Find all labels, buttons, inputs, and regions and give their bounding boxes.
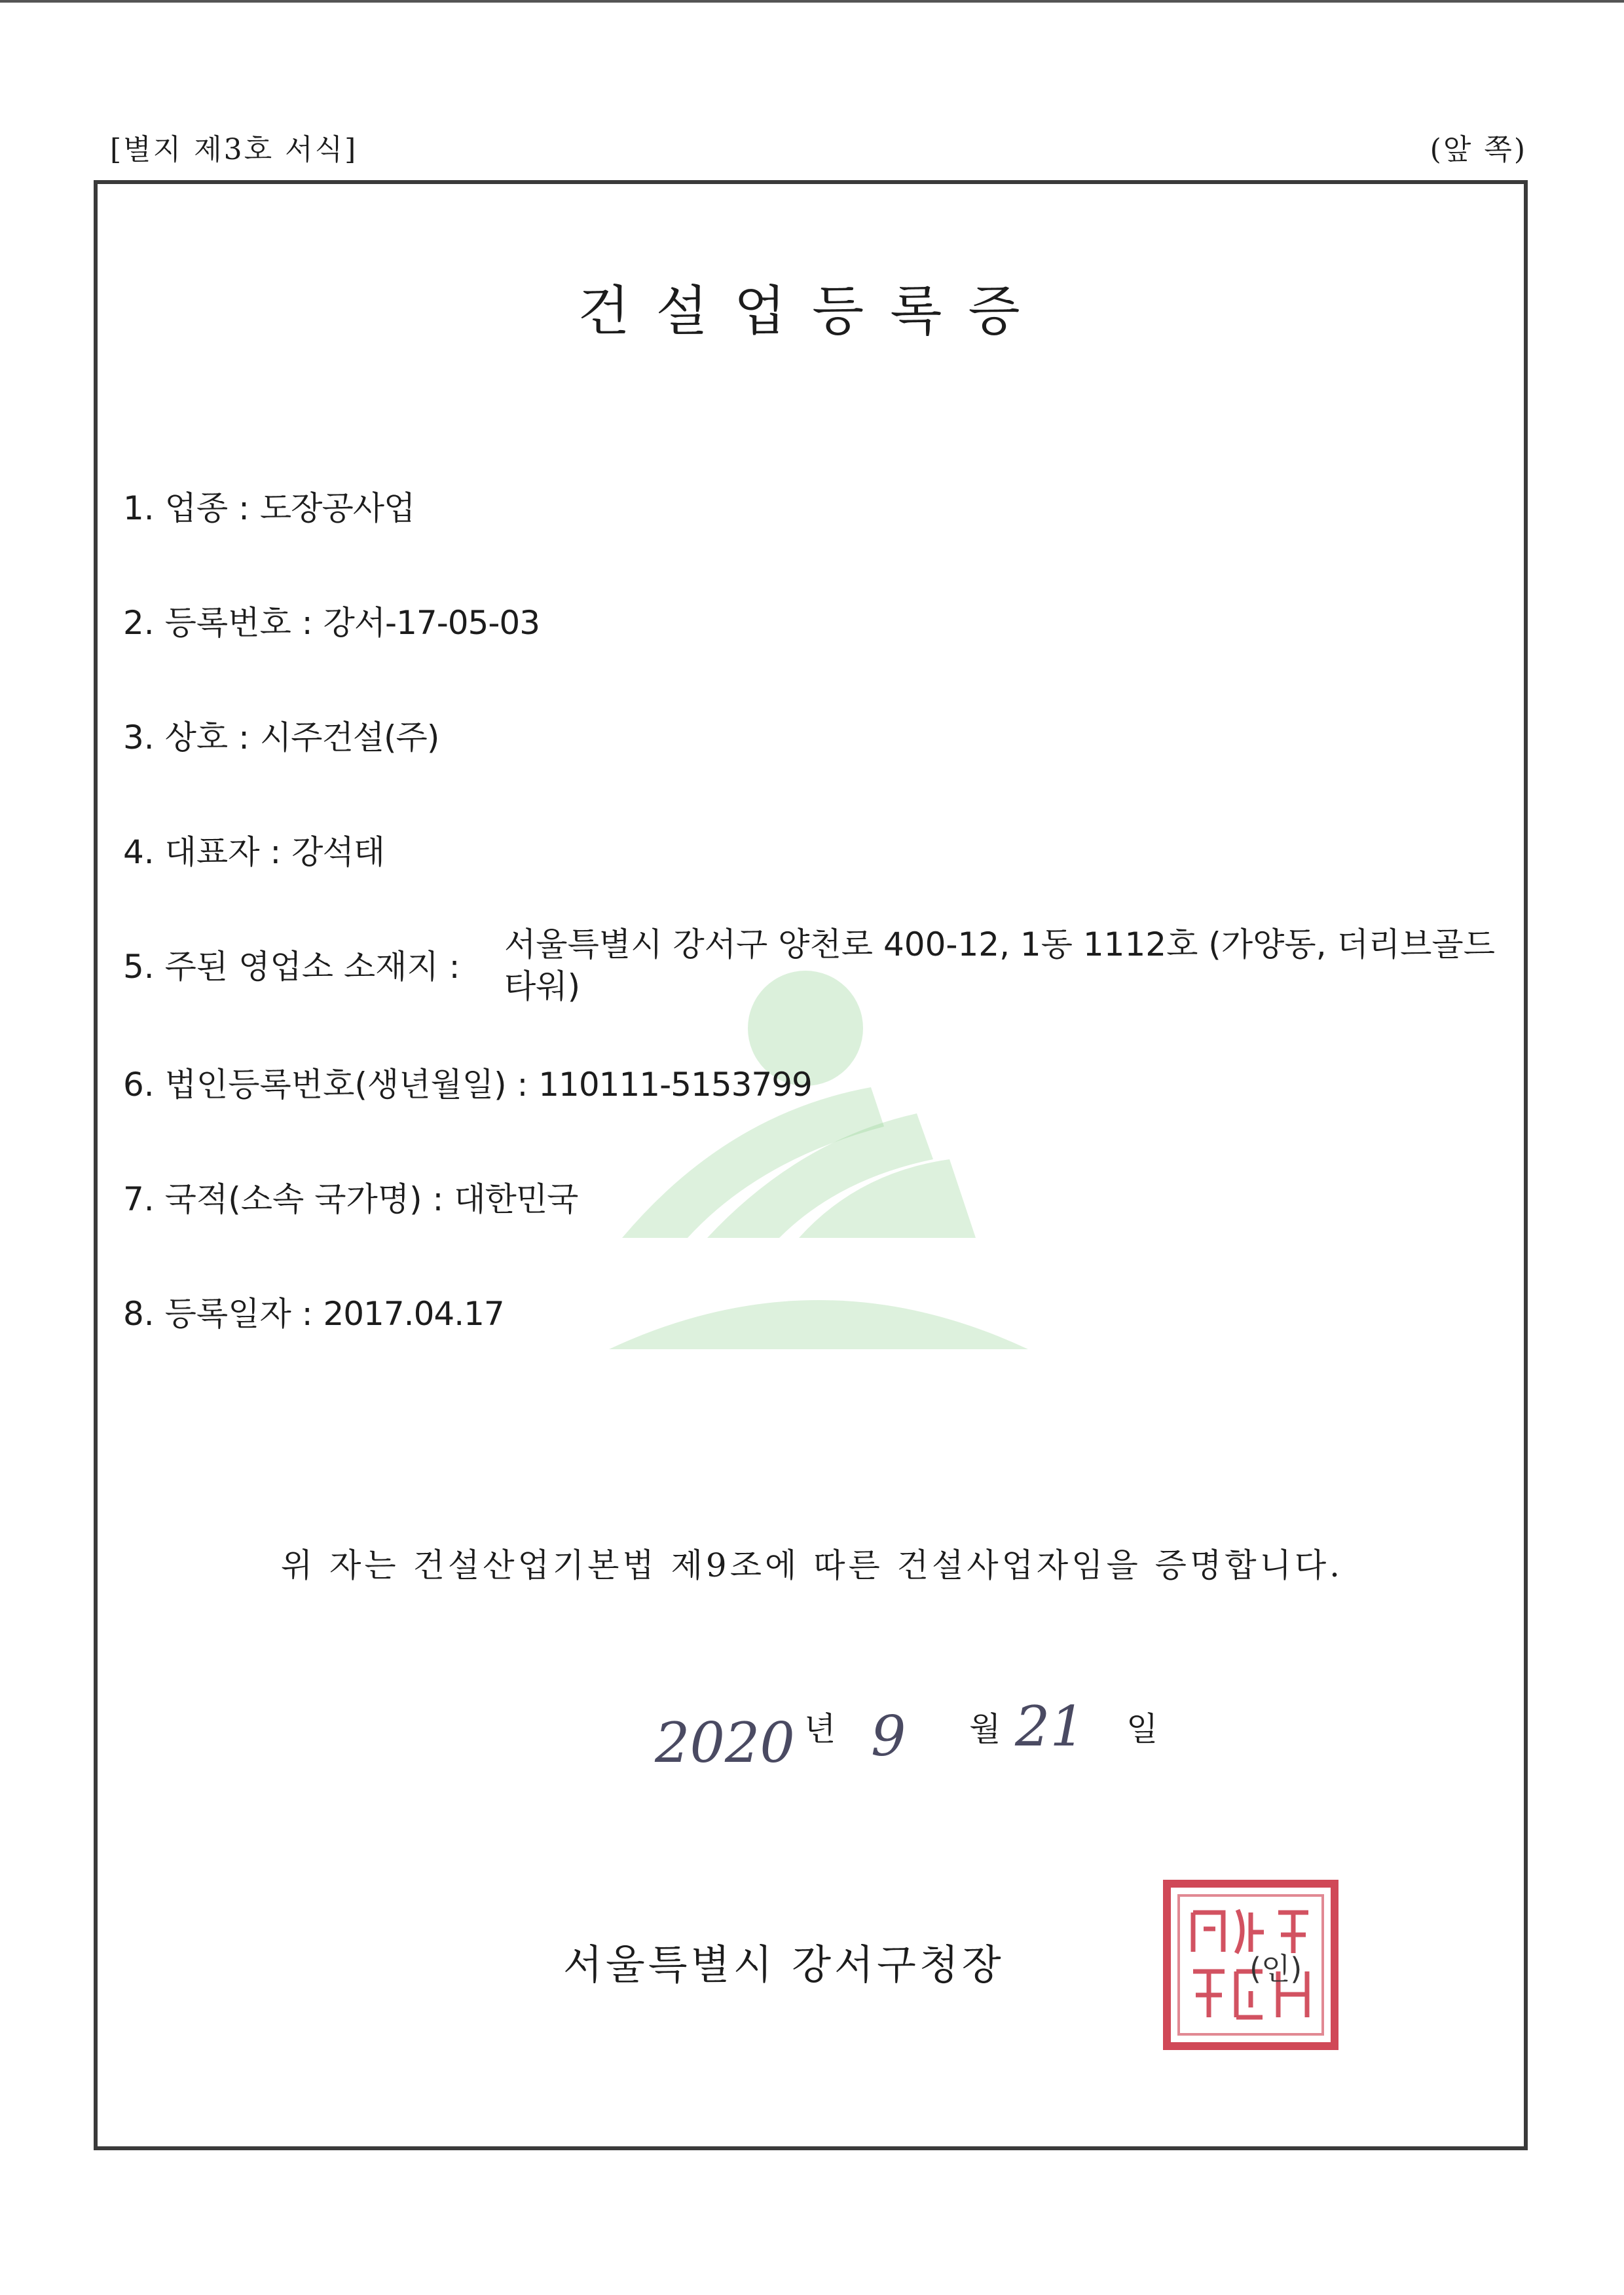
field-value: 110111-5153799 [538,1066,812,1104]
field-label: 6. 법인등록번호(생년월일) : [123,1066,539,1104]
issuer-name: 서울특별시 강서구청장 [563,1941,1005,1988]
field-representative [123,832,384,872]
year-unit: 년 [804,1710,836,1748]
field-value: 도장공사업 [259,489,415,527]
form-label: [별지 제3호 서식] [110,133,358,166]
handwritten-year: 2020 [655,1711,795,1775]
field-value: 강서-17-05-03 [323,604,540,642]
month-unit: 월 [969,1710,1001,1748]
watermark-emblem [609,963,1028,1349]
field-value: 대한민국 [454,1180,578,1218]
field-label: 4. 대표자 : [123,833,292,871]
day-unit: 일 [1126,1710,1158,1748]
field-value: 강석태 [291,833,385,871]
field-value: 시주건설(주) [259,718,439,756]
field-label: 3. 상호 : [123,718,260,756]
scan-edge [0,0,1624,3]
certification-statement: 위 자는 건설산업기본법 제9조에 따른 건설사업자임을 증명합니다. [280,1546,1344,1584]
field-nationality [123,1179,578,1220]
seal-mark: (인) [1249,1951,1302,1987]
field-value: 2017.04.17 [323,1295,504,1333]
handwritten-month: 9 [871,1704,906,1768]
field-label: 1. 업종 : [123,489,260,527]
side-label: (앞 쪽) [1430,133,1527,166]
field-office-address-value: 서울특별시 강서구 양천로 400-12, 1동 1112호 (가양동, 더리브골드타워) [504,925,1496,1005]
field-corporate-registration-number [123,1064,812,1105]
field-label: 2. 등록번호 : [123,604,323,642]
handwritten-day: 21 [1015,1694,1085,1759]
field-office-address-label [123,946,460,987]
document-title: 건설업등록증 [578,280,1046,343]
field-registration-date [123,1294,504,1334]
field-label: 8. 등록일자 : [123,1295,323,1333]
handwritten-date [648,1690,1166,1782]
field-label: 7. 국적(소속 국가명) : [123,1180,454,1218]
field-label: 5. 주된 영업소 소재지 : [123,948,460,986]
field-business-type [123,488,415,529]
field-registration-number [123,603,540,643]
field-company-name [123,717,439,758]
